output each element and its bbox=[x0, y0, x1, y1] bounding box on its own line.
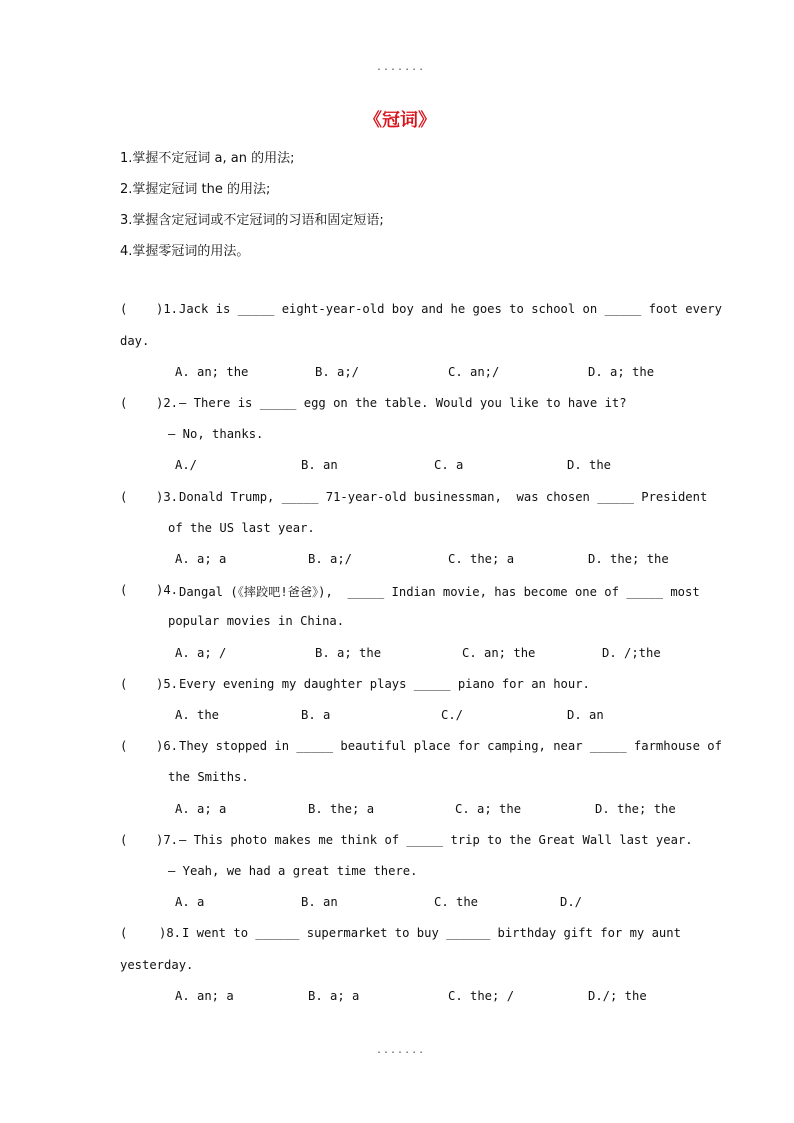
option-d[interactable]: D. the; the bbox=[595, 802, 676, 816]
option-a[interactable]: A. a; / bbox=[175, 646, 227, 660]
option-c[interactable]: C./ bbox=[441, 708, 464, 722]
question-number: )6. bbox=[156, 739, 179, 753]
question-text-line-2: day. bbox=[120, 334, 150, 348]
option-a[interactable]: A. an; a bbox=[175, 989, 234, 1003]
question-text-line-1: Every evening my daughter plays _____ piano for an hour. bbox=[179, 677, 590, 691]
option-d[interactable]: D. /;the bbox=[602, 646, 661, 660]
option-b[interactable]: B. a bbox=[301, 708, 331, 722]
objective-3: 3.掌握含定冠词或不定冠词的习语和固定短语; bbox=[120, 213, 384, 228]
objective-2: 2.掌握定冠词 the 的用法; bbox=[120, 182, 271, 197]
option-b[interactable]: B. a; the bbox=[315, 646, 382, 660]
answer-paren-open[interactable]: ( bbox=[120, 302, 128, 316]
option-d[interactable]: D./ bbox=[560, 895, 583, 909]
option-c[interactable]: C. an; the bbox=[462, 646, 536, 660]
answer-paren-open[interactable]: ( bbox=[120, 396, 128, 410]
question-text-line-2: — No, thanks. bbox=[168, 427, 264, 441]
option-b[interactable]: B. a; a bbox=[308, 989, 360, 1003]
question-text-line-1: Jack is _____ eight-year-old boy and he goes to school on _____ foot every bbox=[179, 302, 722, 316]
option-b[interactable]: B. an bbox=[301, 458, 338, 472]
option-a[interactable]: A. the bbox=[175, 708, 220, 722]
question-text-line-1: — There is _____ egg on the table. Would you like to have it? bbox=[179, 396, 627, 410]
answer-paren-open[interactable]: ( bbox=[120, 583, 128, 597]
option-a[interactable]: A. a; a bbox=[175, 802, 227, 816]
footer-dots: ....... bbox=[376, 1045, 426, 1056]
question-text-line-1: — This photo makes me think of _____ trip to the Great Wall last year. bbox=[179, 833, 693, 847]
question-number: )1. bbox=[156, 302, 179, 316]
option-c[interactable]: C. the; a bbox=[448, 552, 515, 566]
page-title: 《冠词》 bbox=[364, 110, 436, 131]
option-c[interactable]: C. a; the bbox=[455, 802, 522, 816]
question-text-line-2: of the US last year. bbox=[168, 521, 315, 535]
question-text-line-2: — Yeah, we had a great time there. bbox=[168, 864, 418, 878]
question-text-line-1: Dangal (《摔跤吧!爸爸》), _____ Indian movie, has become one of _____ most bbox=[179, 585, 700, 599]
option-d[interactable]: D. a; the bbox=[588, 365, 655, 379]
question-text-line-1: I went to ______ supermarket to buy ______ birthday gift for my aunt bbox=[182, 926, 681, 940]
question-number: )4. bbox=[156, 583, 179, 597]
option-c[interactable]: C. a bbox=[434, 458, 464, 472]
option-c[interactable]: C. the; / bbox=[448, 989, 515, 1003]
answer-paren-open[interactable]: ( bbox=[120, 833, 128, 847]
objective-4: 4.掌握零冠词的用法。 bbox=[120, 244, 250, 259]
option-a[interactable]: A. a bbox=[175, 895, 205, 909]
answer-paren-open[interactable]: ( bbox=[120, 739, 128, 753]
objective-1: 1.掌握不定冠词 a, an 的用法; bbox=[120, 151, 295, 166]
question-number: )2. bbox=[156, 396, 179, 410]
question-text-line-1: Donald Trump, _____ 71-year-old businessman, was chosen _____ President bbox=[179, 490, 708, 504]
answer-paren-open[interactable]: ( bbox=[120, 677, 128, 691]
answer-paren-open[interactable]: ( bbox=[120, 926, 128, 940]
option-b[interactable]: B. a;/ bbox=[308, 552, 353, 566]
option-d[interactable]: D. an bbox=[567, 708, 604, 722]
option-d[interactable]: D. the bbox=[567, 458, 612, 472]
option-c[interactable]: C. the bbox=[434, 895, 479, 909]
option-a[interactable]: A. an; the bbox=[175, 365, 249, 379]
question-text-line-2: the Smiths. bbox=[168, 770, 249, 784]
option-d[interactable]: D. the; the bbox=[588, 552, 669, 566]
option-b[interactable]: B. an bbox=[301, 895, 338, 909]
header-dots: ....... bbox=[376, 62, 426, 73]
option-c[interactable]: C. an;/ bbox=[448, 365, 500, 379]
option-a[interactable]: A. a; a bbox=[175, 552, 227, 566]
option-b[interactable]: B. the; a bbox=[308, 802, 375, 816]
option-b[interactable]: B. a;/ bbox=[315, 365, 360, 379]
option-d[interactable]: D./; the bbox=[588, 989, 647, 1003]
question-number: )7. bbox=[156, 833, 179, 847]
question-text-line-2: yesterday. bbox=[120, 958, 194, 972]
question-number: )3. bbox=[156, 490, 179, 504]
option-a[interactable]: A./ bbox=[175, 458, 198, 472]
question-text-line-2: popular movies in China. bbox=[168, 614, 345, 628]
answer-paren-open[interactable]: ( bbox=[120, 490, 128, 504]
question-number: )5. bbox=[156, 677, 179, 691]
question-text-line-1: They stopped in _____ beautiful place for camping, near _____ farmhouse of bbox=[179, 739, 722, 753]
question-number: )8. bbox=[159, 926, 182, 940]
